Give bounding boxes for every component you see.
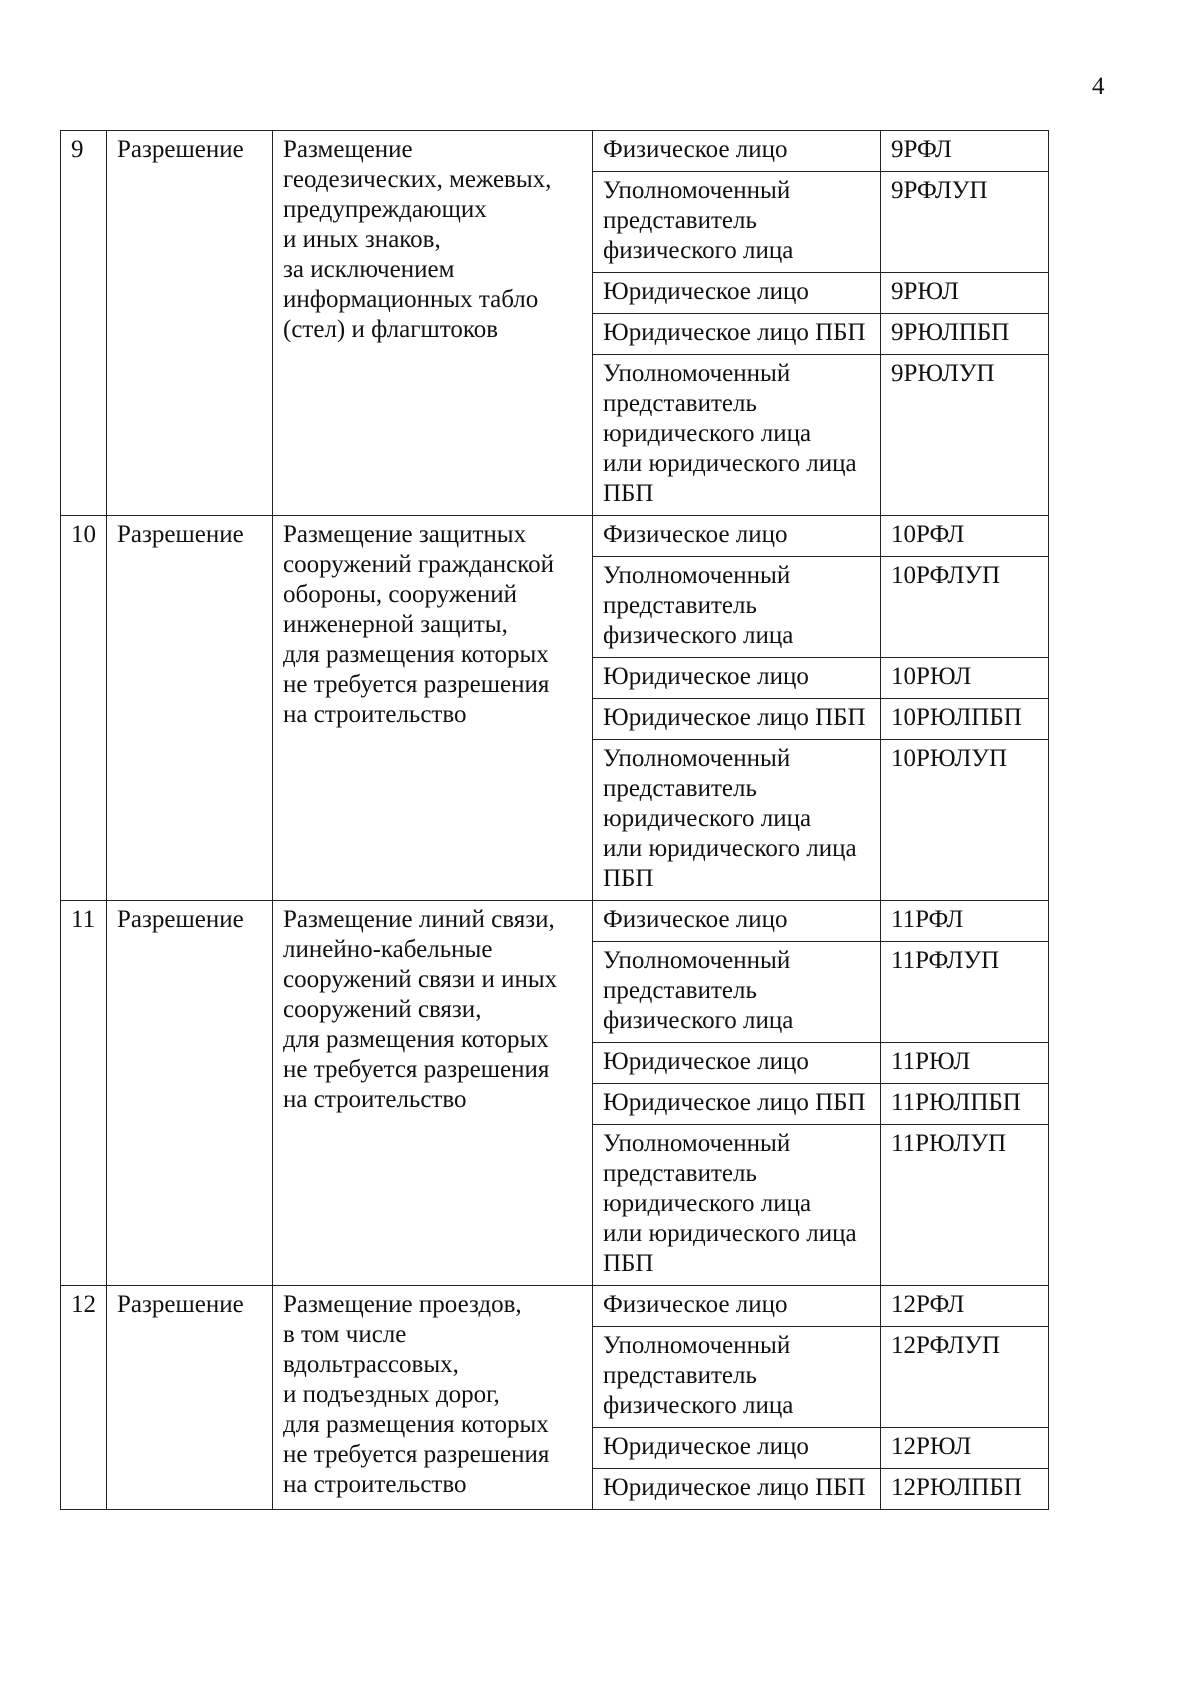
applicant-cell: Уполномоченный представитель юридического лица или юридического лица ПБП — [593, 355, 881, 516]
code-cell: 10РФЛУП — [881, 557, 1049, 658]
description-cell: Размещение геодезических, межевых, предупреждающих и иных знаков, за исключением информационных табло (стел) и флагштоков — [273, 131, 593, 516]
code-cell: 9РЮЛПБП — [881, 314, 1049, 355]
description-cell: Размещение проездов, в том числе вдольтрассовых, и подъездных дорог, для размещения которых не требуется разрешения на строительство — [273, 1286, 593, 1510]
code-cell: 12РФЛ — [881, 1286, 1049, 1327]
applicant-cell: Юридическое лицо — [593, 1043, 881, 1084]
code-cell: 9РФЛ — [881, 131, 1049, 172]
applicant-cell: Юридическое лицо — [593, 1428, 881, 1469]
code-cell: 10РЮЛУП — [881, 740, 1049, 901]
applicant-cell: Физическое лицо — [593, 901, 881, 942]
code-cell: 11РЮЛУП — [881, 1125, 1049, 1286]
applicant-cell: Юридическое лицо ПБП — [593, 1469, 881, 1510]
applicant-cell: Юридическое лицо — [593, 658, 881, 699]
code-cell: 10РЮЛ — [881, 658, 1049, 699]
row-number-cell: 10 — [61, 516, 107, 901]
code-cell: 9РЮЛУП — [881, 355, 1049, 516]
applicant-cell: Уполномоченный представитель физического лица — [593, 172, 881, 273]
table-row — [61, 901, 1049, 942]
code-cell: 10РЮЛПБП — [881, 699, 1049, 740]
row-number-cell: 9 — [61, 131, 107, 516]
code-cell: 9РФЛУП — [881, 172, 1049, 273]
table-row — [61, 131, 1049, 172]
code-cell: 11РФЛУП — [881, 942, 1049, 1043]
description-cell: Размещение защитных сооружений гражданской обороны, сооружений инженерной защиты, для размещения которых не требуется разрешения на строительство — [273, 516, 593, 901]
description-cell: Размещение линий связи, линейно-кабельные сооружений связи и иных сооружений связи, для размещения которых не требуется разрешения на строительство — [273, 901, 593, 1286]
code-cell: 11РФЛ — [881, 901, 1049, 942]
document-type-cell: Разрешение — [107, 131, 273, 516]
code-cell: 11РЮЛ — [881, 1043, 1049, 1084]
applicant-cell: Уполномоченный представитель физического лица — [593, 942, 881, 1043]
applicant-cell: Уполномоченный представитель физического лица — [593, 1327, 881, 1428]
applicant-cell: Физическое лицо — [593, 516, 881, 557]
code-cell: 12РЮЛПБП — [881, 1469, 1049, 1510]
document-type-cell: Разрешение — [107, 1286, 273, 1510]
table-row — [61, 1286, 1049, 1327]
applicant-cell: Юридическое лицо ПБП — [593, 314, 881, 355]
applicant-cell: Юридическое лицо ПБП — [593, 699, 881, 740]
applicant-cell: Физическое лицо — [593, 131, 881, 172]
row-number-cell: 11 — [61, 901, 107, 1286]
document-type-cell: Разрешение — [107, 516, 273, 901]
applicant-cell: Юридическое лицо — [593, 273, 881, 314]
row-number-cell: 12 — [61, 1286, 107, 1510]
table-row — [61, 516, 1049, 557]
document-type-cell: Разрешение — [107, 901, 273, 1286]
permits-table — [60, 130, 1049, 1510]
applicant-cell: Уполномоченный представитель юридического лица или юридического лица ПБП — [593, 1125, 881, 1286]
permits-table-body — [61, 131, 1049, 1510]
applicant-cell: Физическое лицо — [593, 1286, 881, 1327]
applicant-cell: Уполномоченный представитель физического лица — [593, 557, 881, 658]
code-cell: 10РФЛ — [881, 516, 1049, 557]
code-cell: 9РЮЛ — [881, 273, 1049, 314]
code-cell: 11РЮЛПБП — [881, 1084, 1049, 1125]
applicant-cell: Юридическое лицо ПБП — [593, 1084, 881, 1125]
code-cell: 12РФЛУП — [881, 1327, 1049, 1428]
code-cell: 12РЮЛ — [881, 1428, 1049, 1469]
page-number: 4 — [1092, 73, 1105, 100]
applicant-cell: Уполномоченный представитель юридического лица или юридического лица ПБП — [593, 740, 881, 901]
